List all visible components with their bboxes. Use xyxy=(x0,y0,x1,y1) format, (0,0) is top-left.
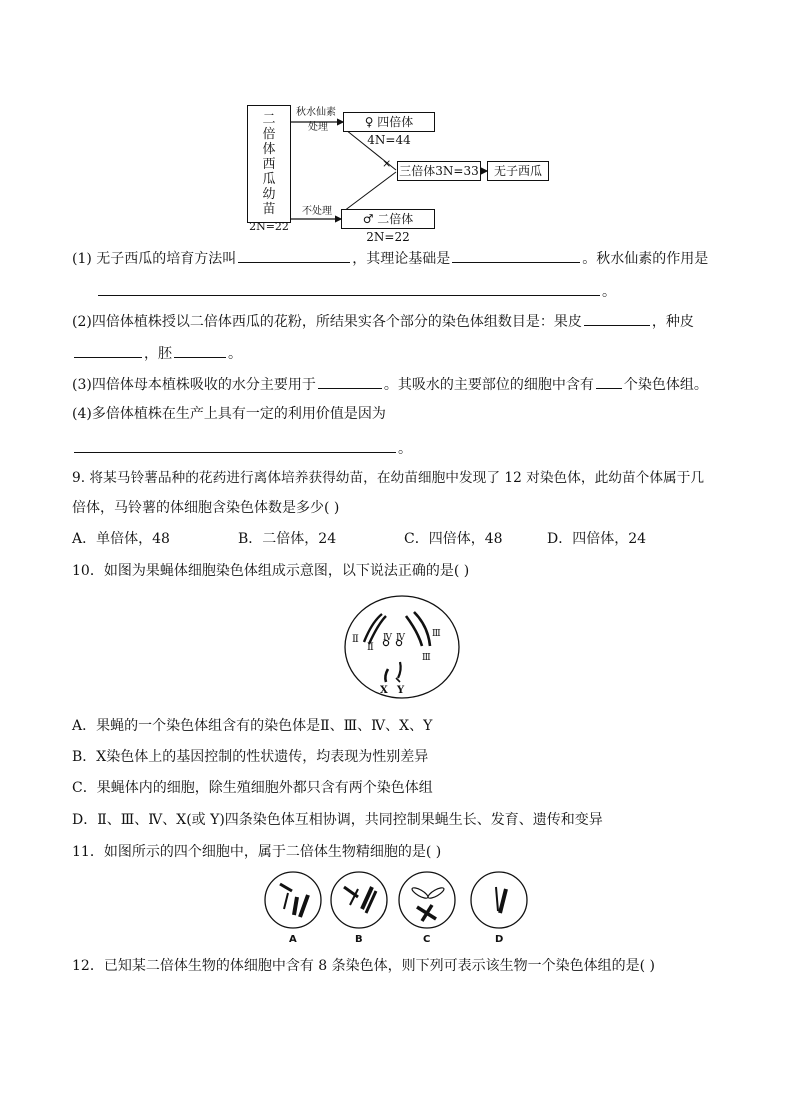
q8-p2-end: 。 xyxy=(228,346,242,362)
no-treatment-label: 不处理 xyxy=(302,206,332,217)
q8-blank-theory[interactable] xyxy=(452,247,580,263)
diploid-seedling-label: 二倍体西瓜幼苗 xyxy=(262,112,276,217)
q12-stem: 12．已知某二倍体生物的体细胞中含有 8 条染色体，则下列可表示该生物一个染色体组的是( ) xyxy=(72,958,655,974)
q8-part4-line1 xyxy=(72,404,386,424)
triploid-box: 三倍体3N=33 xyxy=(397,161,481,181)
cell-label-d: D xyxy=(495,934,504,945)
q9-option-d[interactable]: D．四倍体，24 xyxy=(547,531,647,547)
q10-option-d[interactable]: D．Ⅱ、Ⅲ、Ⅳ、X(或 Y)四条染色体互相协调，共同控制果蝇生长、发育、遗传和变异 xyxy=(72,812,603,828)
q10-stem: 10．如图为果蝇体细胞染色体组成示意图，以下说法正确的是( ) xyxy=(72,563,470,579)
label-IV-a: Ⅳ xyxy=(383,633,392,643)
label-II-a: Ⅱ xyxy=(352,634,359,645)
q8-p3-c: 个染色体组。 xyxy=(623,377,708,393)
q11-cells xyxy=(262,869,532,949)
q8-p1-end: 。 xyxy=(602,284,616,300)
q8-p3-b: 。其吸水的主要部位的细胞中含有 xyxy=(383,377,594,393)
q8-p2-a: (2)四倍体植株授以二倍体西瓜的花粉，所结果实各个部分的染色体组数目是：果皮 xyxy=(72,314,582,330)
q11-cells-svg xyxy=(262,869,532,949)
tetraploid-box: ♀ 四倍体4N=44 xyxy=(343,112,435,132)
label-X: X xyxy=(380,685,388,696)
q8-p2-c: ，胚 xyxy=(144,346,172,362)
q9-stem-line1: 9. 将某马铃薯品种的花药进行离体培养获得幼苗，在幼苗细胞中发现了 12 对染色体，此幼苗个体属于几 xyxy=(72,470,705,486)
fruit-fly-cell-diagram xyxy=(342,594,462,702)
q9-option-a[interactable]: A．单倍体，48 xyxy=(72,531,170,547)
cell-label-a: A xyxy=(289,934,297,945)
q8-blank-value[interactable] xyxy=(74,437,396,453)
q8-part1-line2 xyxy=(96,280,616,302)
q9-option-c[interactable]: C．四倍体，48 xyxy=(404,531,503,547)
q8-p1-b: ，其理论基础是 xyxy=(352,251,451,267)
q8-blank-method[interactable] xyxy=(238,247,350,263)
q11-stem: 11．如图所示的四个细胞中，属于二倍体生物精细胞的是( ) xyxy=(72,844,442,860)
q8-p1-a: (1) 无子西瓜的培育方法叫 xyxy=(72,251,237,267)
q10-option-b[interactable]: B．X染色体上的基因控制的性状遗传，均表现为性别差异 xyxy=(72,749,429,765)
q8-blank-water-use[interactable] xyxy=(318,373,382,389)
cross-symbol: × xyxy=(382,157,392,170)
q8-blank-colchicine-role[interactable] xyxy=(98,280,600,296)
q9-option-b[interactable]: B．二倍体，24 xyxy=(238,531,337,547)
q8-part4-line2 xyxy=(72,437,412,459)
q8-p4-a: (4)多倍体植株在生产上具有一定的利用价值是因为 xyxy=(72,406,386,422)
q8-part2-line1 xyxy=(72,310,694,332)
cell-label-c: C xyxy=(423,934,431,945)
label-III-a: Ⅲ xyxy=(432,629,441,639)
q8-blank-seed-coat[interactable] xyxy=(74,342,142,358)
diploid-seedling-count: 2N=22 xyxy=(249,220,289,233)
q8-p1-c: 。秋水仙素的作用是 xyxy=(582,251,709,267)
label-III-b: Ⅲ xyxy=(422,653,431,663)
q8-p4-end: 。 xyxy=(398,441,412,457)
q8-part3 xyxy=(72,373,708,395)
colchicine-label-1: 秋水仙素 xyxy=(296,107,336,118)
seedless-watermelon-box: 无子西瓜 xyxy=(487,161,549,181)
q8-p3-a: (3)四倍体母本植株吸收的水分主要用于 xyxy=(72,377,316,393)
label-IV-b: Ⅳ xyxy=(396,633,405,643)
q10-option-a[interactable]: A．果蝇的一个染色体组含有的染色体是Ⅱ、Ⅲ、Ⅳ、X、Y xyxy=(72,718,433,734)
label-II-b: Ⅱ xyxy=(367,642,374,653)
q8-blank-sets[interactable] xyxy=(596,373,622,389)
q8-p2-b: ，种皮 xyxy=(651,314,694,330)
label-Y: Y xyxy=(397,685,405,696)
q8-part1-line1 xyxy=(72,247,708,269)
q8-part2-line2 xyxy=(72,342,242,364)
cell-label-b: B xyxy=(355,934,363,945)
q8-blank-pericarp[interactable] xyxy=(584,310,650,326)
diploid-box: ♂ 二倍体2N=22 xyxy=(341,209,435,229)
q10-option-c[interactable]: C．果蝇体内的细胞，除生殖细胞外都只含有两个染色体组 xyxy=(72,780,433,796)
q9-stem-line2: 倍体，马铃薯的体细胞含染色体数是多少( ) xyxy=(72,500,340,516)
colchicine-label-2: 处理 xyxy=(308,122,328,133)
q8-blank-embryo[interactable] xyxy=(174,342,226,358)
